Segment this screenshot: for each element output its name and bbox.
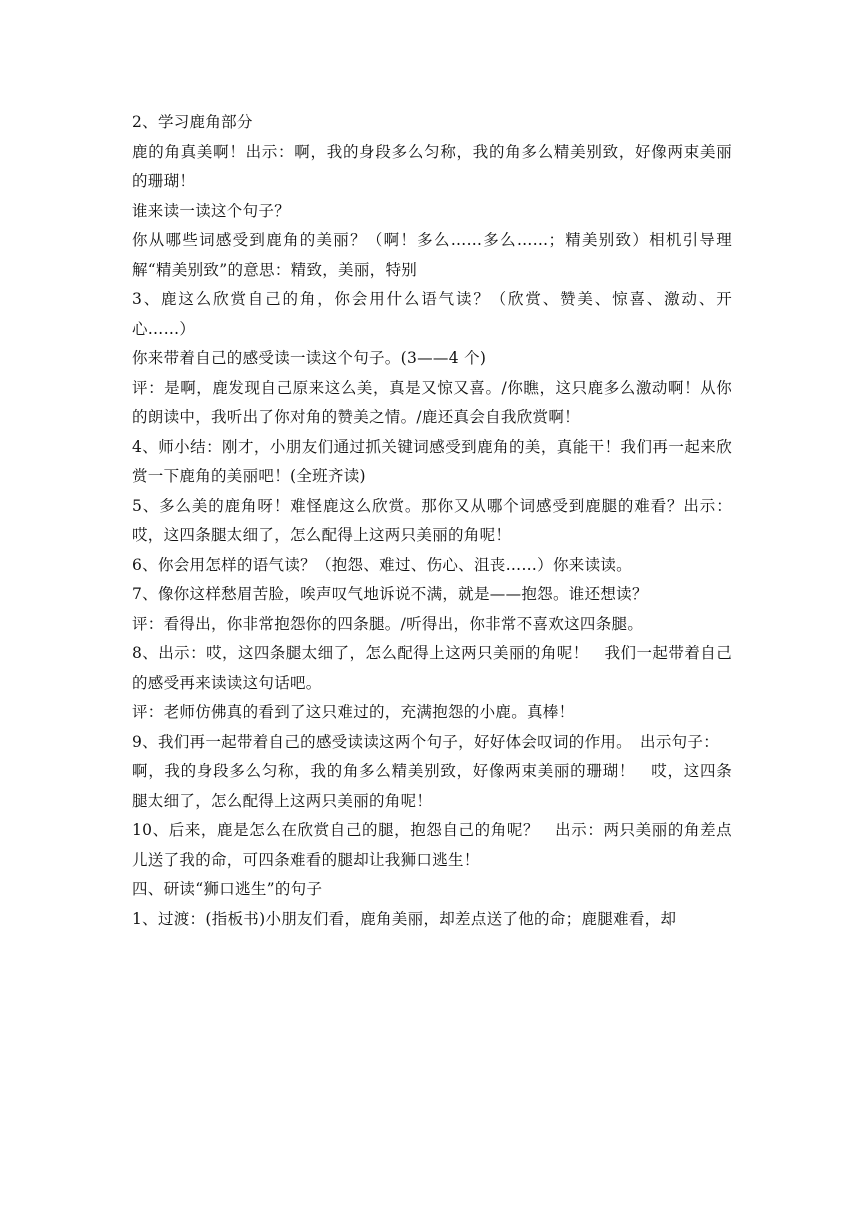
document-body: [132, 108, 732, 934]
paragraph: 评：是啊，鹿发现自己原来这么美，真是又惊又喜。/你瞧，这只鹿多么激动啊！从你的朗读中，我听出了你对角的赞美之情。/鹿还真会自我欣赏啊！: [132, 378, 732, 426]
paragraph: 评：看得出，你非常抱怨你的四条腿。/听得出，你非常不喜欢这四条腿。: [132, 614, 644, 633]
paragraph: 鹿的角真美啊！出示：啊，我的身段多么匀称，我的角多么精美别致，好像两束美丽的珊瑚！: [132, 142, 732, 190]
paragraph: 8、出示：哎，这四条腿太细了，怎么配得上这两只美丽的角呢！ 我们一起带着自己的感受再来读读这句话吧。: [132, 644, 732, 692]
paragraph: 7、像你这样愁眉苦脸，唉声叹气地诉说不满，就是——抱怨。谁还想读？: [132, 585, 648, 603]
paragraph: 谁来读一读这个句子？: [132, 201, 291, 220]
paragraph: 1、过渡：(指板书)小朋友们看，鹿角美丽，却差点送了他的命；鹿腿难看，却: [132, 909, 677, 928]
paragraph: 10、后来，鹿是怎么在欣赏自己的腿，抱怨自己的角呢？ 出示：两只美丽的角差点儿送了我的命，可四条难看的腿却让我狮口逃生！: [132, 821, 732, 869]
paragraph: 3、鹿这么欣赏自己的角，你会用什么语气读？（欣赏、赞美、惊喜、激动、开心……）: [132, 290, 732, 338]
paragraph: 啊，我的身段多么匀称，我的角多么精美别致，好像两束美丽的珊瑚！ 哎，这四条腿太细了，怎么配得上这两只美丽的角呢！: [132, 762, 732, 810]
paragraph: 5、多么美的鹿角呀！难怪鹿这么欣赏。那你又从哪个词感受到鹿腿的难看？出示：哎，这四条腿太细了，怎么配得上这两只美丽的角呢！: [132, 496, 732, 544]
section-heading: 四、研读“狮口逃生”的句子: [132, 880, 323, 898]
paragraph: 6、你会用怎样的语气读？（抱怨、难过、伤心、沮丧……）你来读读。: [132, 555, 632, 574]
paragraph: 4、师小结：刚才，小朋友们通过抓关键词感受到鹿角的美，真能干！我们再一起来欣赏一下鹿角的美丽吧！(全班齐读): [132, 437, 732, 485]
paragraph: 9、我们再一起带着自己的感受读读这两个句子，好好体会叹词的作用。 出示句子：: [132, 732, 720, 751]
paragraph: 你从哪些词感受到鹿角的美丽？（啊！多么……多么……；精美别致）相机引导理解“精美别致”的意思：精致，美丽，特别: [132, 231, 732, 279]
paragraph: 2、学习鹿角部分: [132, 113, 253, 131]
paragraph: 你来带着自己的感受读一读这个句子。(3——4 个): [132, 349, 487, 367]
paragraph: 评：老师仿佛真的看到了这只难过的，充满抱怨的小鹿。真棒！: [132, 703, 575, 721]
